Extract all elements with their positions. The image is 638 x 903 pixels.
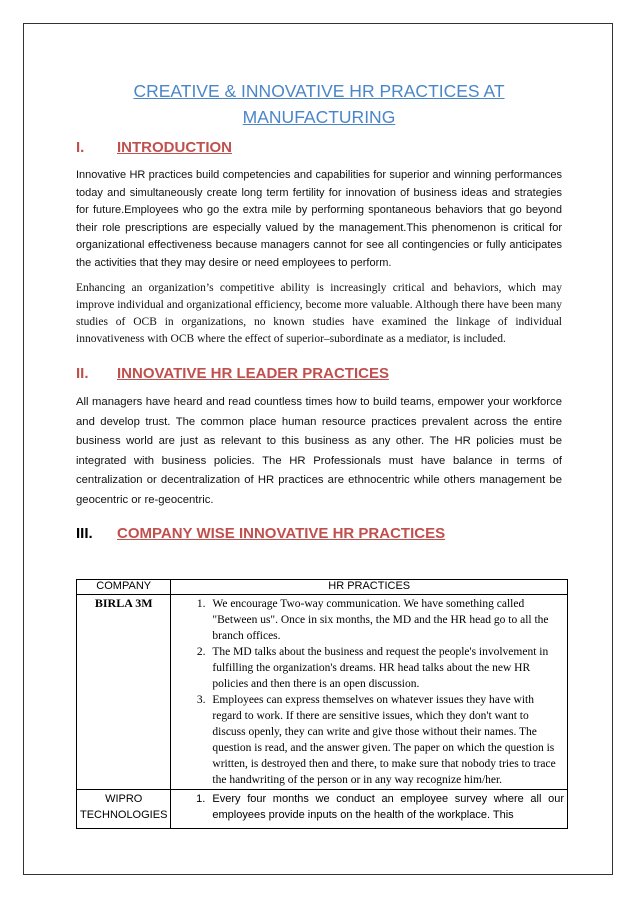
section-title: INTRODUCTION xyxy=(117,138,232,156)
practices-cell xyxy=(171,595,568,790)
section-title: COMPANY WISE INNOVATIVE HR PRACTICES xyxy=(117,524,446,542)
section-heading-introduction xyxy=(76,136,562,158)
intro-paragraph-2: Enhancing an organization’s competitive ability is increasingly critical and behaviors, which may improve individual and organizational efficiency, become more valuable. Although there have been many studies of OCB in organizations, no known studies have examined the linkage of individual innovativeness with OCB where the effect of superior–subordinate as a mediator, is included. xyxy=(76,282,562,345)
practices-cell xyxy=(171,790,568,829)
section-heading-company-practices xyxy=(76,522,562,544)
company-name: BIRLA 3M xyxy=(77,595,171,790)
section-title: INNOVATIVE HR LEADER PRACTICES xyxy=(117,364,389,382)
section-number: II. xyxy=(76,364,89,382)
practices-list xyxy=(174,791,564,823)
leader-paragraph: All managers have heard and read countless times how to build teams, empower your workforce and develop trust. The common place human resource practices prevalent across the entire business world are just as relevant to this business as any other. The HR policies must be integrated with business policies. The HR Professionals must have balance in terms of centralization or decentralization of HR practices are ethnocentric while others management be geocentric or re-geocentric. xyxy=(76,396,562,506)
document-title: CREATIVE & INNOVATIVE HR PRACTICES AT MANUFACTURING xyxy=(133,81,505,127)
list-item: 3. Employees can express themselves on whatever issues they have with regard to work. If there are sensitive issues, which they don't want to discuss openly, they can write and give those without their names. The question is read, and the answer given. The paper on which the question is written, is destroyed then and there, to make sure that nobody tries to trace the handwriting of the person or in any way recognize him/her. xyxy=(208,692,564,788)
list-item: 2. The MD talks about the business and request the people's involvement in fulfilling the organization's dreams. HR head talks about the new HR policies and then there is an open discussion. xyxy=(208,644,564,692)
table-row xyxy=(77,595,568,790)
intro-paragraph-1: Innovative HR practices build competencies and capabilities for superior and winning performances today and simultaneously create long term fertility for innovation of business ideas and strategies for future.Employees who go the extra mile by performing spontaneous behaviors that go beyond their role prescriptions are especially valued by the management.This phenomenon is critical for organizational effectiveness because managers cannot for see all contingencies or fully anticipates the activities that they may desire or need employees to perform. xyxy=(76,169,562,269)
practices-overflow-clip xyxy=(174,791,564,827)
hr-practices-table xyxy=(76,579,568,829)
section-number: III. xyxy=(76,524,93,542)
header-company: COMPANY xyxy=(77,580,171,595)
document-body xyxy=(76,78,562,553)
table-header-row xyxy=(77,580,568,595)
table-row xyxy=(77,790,568,829)
header-hr-practices: HR PRACTICES xyxy=(171,580,568,595)
company-name: WIPRO TECHNOLOGIES xyxy=(77,790,171,829)
practices-list xyxy=(174,596,564,788)
section-heading-leader-practices xyxy=(76,362,562,384)
list-item: 1. We encourage Two-way communication. We have something called "Between us". Once in six months, the MD and the HR head go to all the branch offices. xyxy=(208,596,564,644)
list-item: 1. Every four months we conduct an employee survey where all our employees provide inputs on the health of the workplace. This xyxy=(208,791,564,823)
section-number: I. xyxy=(76,138,85,156)
